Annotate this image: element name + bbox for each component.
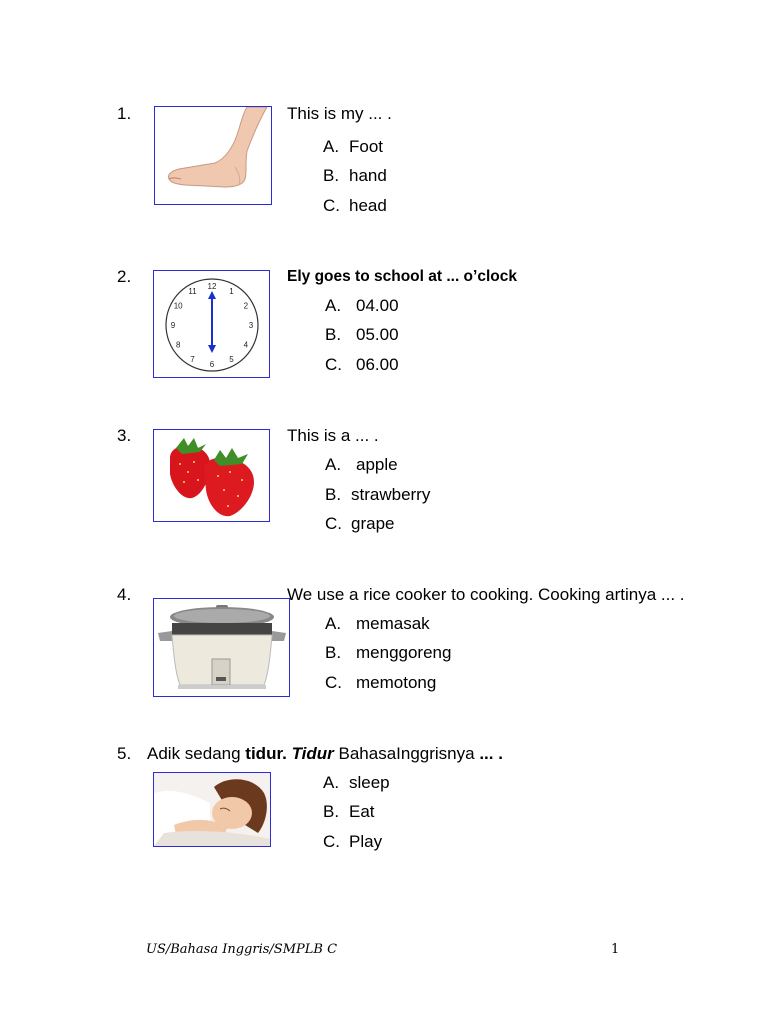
option-letter: C. <box>325 673 342 692</box>
clock-numeral: 11 <box>188 287 197 297</box>
option-text: grape <box>351 514 395 533</box>
question-3-option-b[interactable] <box>325 485 430 505</box>
option-text: apple <box>356 455 398 474</box>
option-text: hand <box>349 166 387 185</box>
option-letter: B. <box>323 166 340 185</box>
option-letter: A. <box>323 137 340 156</box>
option-text: memasak <box>356 614 430 633</box>
option-text: Play <box>349 832 383 851</box>
clock-numeral: 7 <box>190 354 195 364</box>
strawberry-image <box>153 429 270 522</box>
option-letter: C. <box>323 832 340 851</box>
question-2-option-b[interactable] <box>325 325 399 345</box>
clock-numeral: 5 <box>229 354 234 364</box>
foot-image <box>154 106 272 205</box>
question-3-option-a[interactable] <box>325 455 398 475</box>
question-5-option-c[interactable] <box>323 832 382 852</box>
question-2-number: 2. <box>117 267 132 286</box>
question-5-number: 5. <box>117 744 132 763</box>
question-5-text-part: BahasaInggrisnya <box>333 744 480 763</box>
question-5-text-part: Adik sedang <box>147 744 246 763</box>
option-letter: C. <box>323 196 340 215</box>
question-5-text-bold-italic: Tidur <box>291 744 334 763</box>
question-5-text-bold: tidur. <box>245 744 287 763</box>
question-5-option-b[interactable] <box>323 802 375 822</box>
clock-numeral: 8 <box>175 340 181 350</box>
option-letter: A. <box>325 614 342 633</box>
option-letter: C. <box>325 514 342 533</box>
question-4-option-c[interactable] <box>325 673 436 693</box>
question-4-option-a[interactable] <box>325 614 430 634</box>
footer-text: US/Bahasa Inggris/SMPLB C <box>146 942 338 957</box>
question-4-number: 4. <box>117 585 132 604</box>
question-3-text: This is a ... . <box>287 426 379 445</box>
clock-numeral: 2 <box>243 301 249 311</box>
question-4-option-b[interactable] <box>325 643 451 663</box>
question-3-number: 3. <box>117 426 132 445</box>
question-2-text: Ely goes to school at ... o’clock <box>287 268 517 285</box>
clock-numeral: 9 <box>170 321 176 330</box>
question-5-text <box>147 744 503 764</box>
option-text: sleep <box>349 773 390 792</box>
option-text: 04.00 <box>356 296 399 315</box>
option-text: memotong <box>356 673 437 692</box>
question-1-option-b[interactable] <box>323 166 387 186</box>
question-3-option-c[interactable] <box>325 514 394 534</box>
question-5-option-a[interactable] <box>323 773 390 793</box>
clock-numeral: 3 <box>248 321 254 330</box>
clock-numeral: 10 <box>173 301 183 311</box>
option-letter: B. <box>325 325 342 344</box>
clock-numeral: 1 <box>229 287 234 297</box>
question-4-text: We use a rice cooker to cooking. Cooking artinya ... . <box>287 585 685 604</box>
question-2-option-c[interactable] <box>325 355 399 375</box>
option-text: Foot <box>349 137 384 156</box>
question-2-option-a[interactable] <box>325 296 399 316</box>
page-number: 1 <box>611 942 620 957</box>
option-text: head <box>349 196 387 215</box>
clock-image <box>153 270 270 378</box>
rice-cooker-image <box>153 598 290 697</box>
option-letter: A. <box>325 455 342 474</box>
option-text: 05.00 <box>356 325 399 344</box>
question-1-number: 1. <box>117 104 132 123</box>
question-1-option-a[interactable] <box>323 137 383 157</box>
option-letter: A. <box>325 296 342 315</box>
question-5-text-bold: ... . <box>479 744 503 763</box>
option-text: 06.00 <box>356 355 399 374</box>
sleeping-girl-image <box>153 772 271 847</box>
clock-numeral: 12 <box>207 282 217 291</box>
option-letter: B. <box>325 643 342 662</box>
option-letter: B. <box>323 802 340 821</box>
question-1-text: This is my ... . <box>287 104 392 123</box>
option-text: menggoreng <box>356 643 452 662</box>
option-letter: B. <box>325 485 342 504</box>
option-letter: A. <box>323 773 340 792</box>
option-text: Eat <box>349 802 375 821</box>
question-1-option-c[interactable] <box>323 196 387 216</box>
option-letter: C. <box>325 355 342 374</box>
clock-numeral: 6 <box>209 360 215 369</box>
clock-numeral: 4 <box>243 340 249 350</box>
option-text: strawberry <box>351 485 431 504</box>
